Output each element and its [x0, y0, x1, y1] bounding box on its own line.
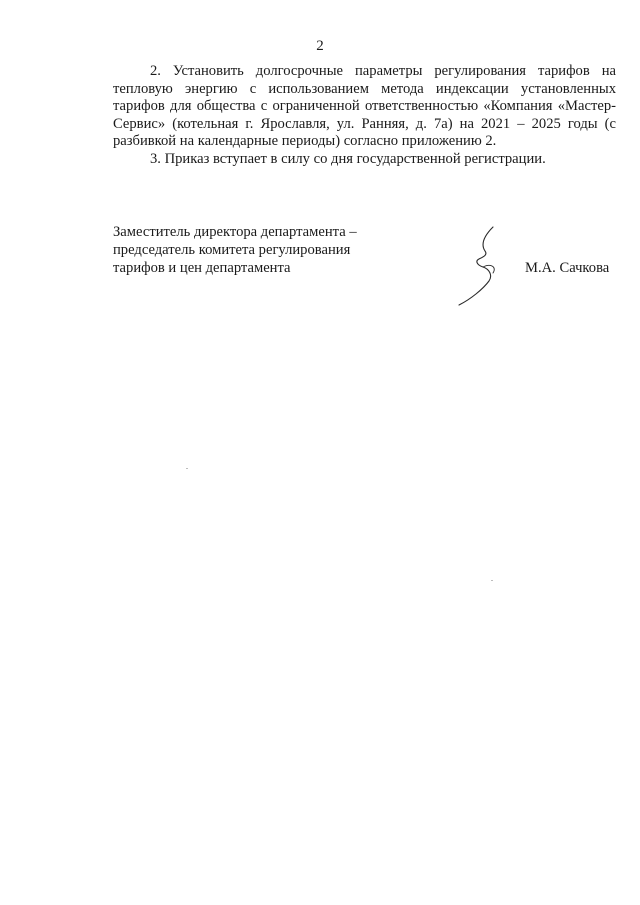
signer-name: М.А. Сачкова [525, 260, 610, 276]
handwritten-signature [453, 223, 513, 308]
document-body [113, 63, 616, 168]
paragraph-3: 3. Приказ вступает в силу со дня государственной регистрации. [150, 150, 546, 167]
page-number: 2 [316, 38, 324, 54]
paragraph-2: 2. Установить долгосрочные параметры регулирования тарифов на тепловую энергию с использованием метода индексации установленных тарифов для общества с ограниченной ответственностью «Компания «Мастер-Сервис» (котельная г. Ярославля, ул. Ранняя, д. 7а) на 2021 – 2025 годы (с разбивкой на календарные периоды) согласно приложению 2. [113, 63, 616, 149]
signer-title-line: Заместитель директора департамента – [113, 224, 357, 240]
scan-artifact [491, 580, 493, 581]
signer-title [113, 223, 393, 277]
scan-artifact [186, 468, 188, 469]
signer-title-line: тарифов и цен департамента [113, 260, 291, 276]
signer-title-line: председатель комитета регулирования [113, 242, 351, 258]
signature-block [113, 223, 616, 313]
